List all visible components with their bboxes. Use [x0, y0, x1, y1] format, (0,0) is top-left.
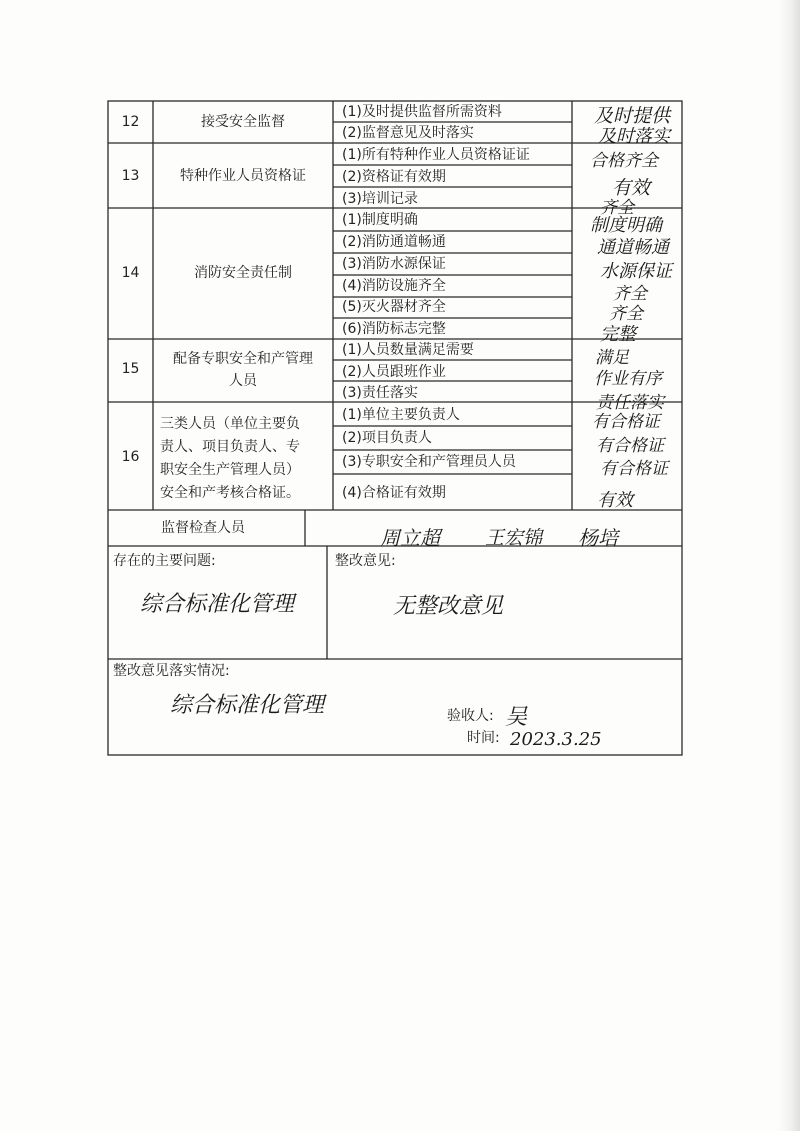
- check-result: 齐全: [613, 284, 647, 304]
- check-label: (2)资格证有效期: [342, 169, 446, 185]
- check-result: 责任落实: [596, 393, 664, 413]
- acceptor-label: 验收人:: [447, 708, 494, 724]
- check-label: (2)人员跟班作业: [342, 364, 446, 380]
- implementation-content: 综合标准化管理: [170, 693, 325, 718]
- check-result: 作业有序: [594, 369, 662, 389]
- check-label: (3)消防水源保证: [342, 256, 446, 272]
- check-label: (4)消防设施齐全: [342, 278, 446, 294]
- acceptor-signature: 吴: [505, 705, 528, 730]
- inspection-item: 特种作业人员资格证: [180, 168, 306, 184]
- check-label: (1)制度明确: [342, 212, 418, 228]
- inspection-item-line: 三类人员（单位主要负: [160, 416, 300, 432]
- check-label: (2)项目负责人: [342, 430, 432, 446]
- check-result: 有效: [597, 490, 633, 511]
- inspector-signature: 周立超: [380, 526, 440, 550]
- problems-content: 综合标准化管理: [140, 592, 295, 617]
- check-result: 通道畅通: [597, 237, 669, 258]
- row-number: 16: [121, 449, 140, 465]
- acceptance-date: 2023.3.25: [510, 729, 602, 750]
- check-label: (6)消防标志完整: [342, 321, 446, 337]
- check-label: (4)合格证有效期: [342, 485, 446, 501]
- inspection-item-line: 配备专职安全和产管理: [173, 351, 313, 367]
- implementation-label: 整改意见落实情况:: [113, 663, 230, 679]
- check-result: 有合格证: [600, 459, 668, 479]
- inspection-item-line: 责人、项目负责人、专: [160, 439, 300, 455]
- check-label: (2)监督意见及时落实: [342, 125, 474, 141]
- check-label: (1)所有特种作业人员资格证证: [342, 147, 530, 163]
- inspector-signature: 王宏锦: [485, 527, 543, 549]
- check-label: (3)责任落实: [342, 385, 418, 401]
- check-label: (3)培训记录: [342, 191, 418, 207]
- row-number: 13: [121, 168, 140, 184]
- row-number: 12: [121, 114, 140, 130]
- check-result: 合格齐全: [590, 151, 658, 171]
- inspection-item-line: 安全和产考核合格证。: [160, 485, 300, 501]
- inspection-item: 接受安全监督: [201, 114, 285, 130]
- check-result: 有合格证: [592, 412, 660, 432]
- row-number: 14: [121, 265, 140, 281]
- check-result: 制度明确: [590, 215, 662, 236]
- inspectors-label: 监督检查人员: [161, 520, 245, 536]
- check-result: 及时落实: [598, 126, 670, 147]
- check-label: (1)单位主要负责人: [342, 407, 460, 423]
- check-result: 满足: [595, 348, 629, 368]
- check-result: 水源保证: [600, 261, 672, 282]
- inspection-item-line: 职安全生产管理人员）: [160, 462, 300, 478]
- check-result: 及时提供: [594, 105, 671, 127]
- inspection-item-line: 人员: [229, 373, 257, 389]
- check-result: 有合格证: [596, 436, 664, 456]
- check-label: (2)消防通道畅通: [342, 234, 446, 250]
- inspector-signature: 杨培: [578, 526, 618, 550]
- check-label: (1)人员数量满足需要: [342, 342, 474, 358]
- check-label: (5)灭火器材齐全: [342, 299, 446, 315]
- check-result: 齐全: [609, 304, 643, 324]
- rectification-content: 无整改意见: [393, 594, 504, 619]
- check-label: (1)及时提供监督所需资料: [342, 104, 502, 120]
- scan-shadow: [778, 0, 800, 1131]
- check-result: 齐全: [600, 198, 634, 218]
- problems-label: 存在的主要问题:: [113, 553, 216, 569]
- check-result: 有效: [612, 177, 651, 199]
- check-result: 完整: [600, 324, 636, 345]
- inspection-item: 消防安全责任制: [194, 265, 292, 281]
- date-label: 时间:: [467, 730, 500, 746]
- check-label: (3)专职安全和产管理员人员: [342, 454, 516, 470]
- rectification-label: 整改意见:: [335, 553, 396, 569]
- row-number: 15: [121, 361, 140, 377]
